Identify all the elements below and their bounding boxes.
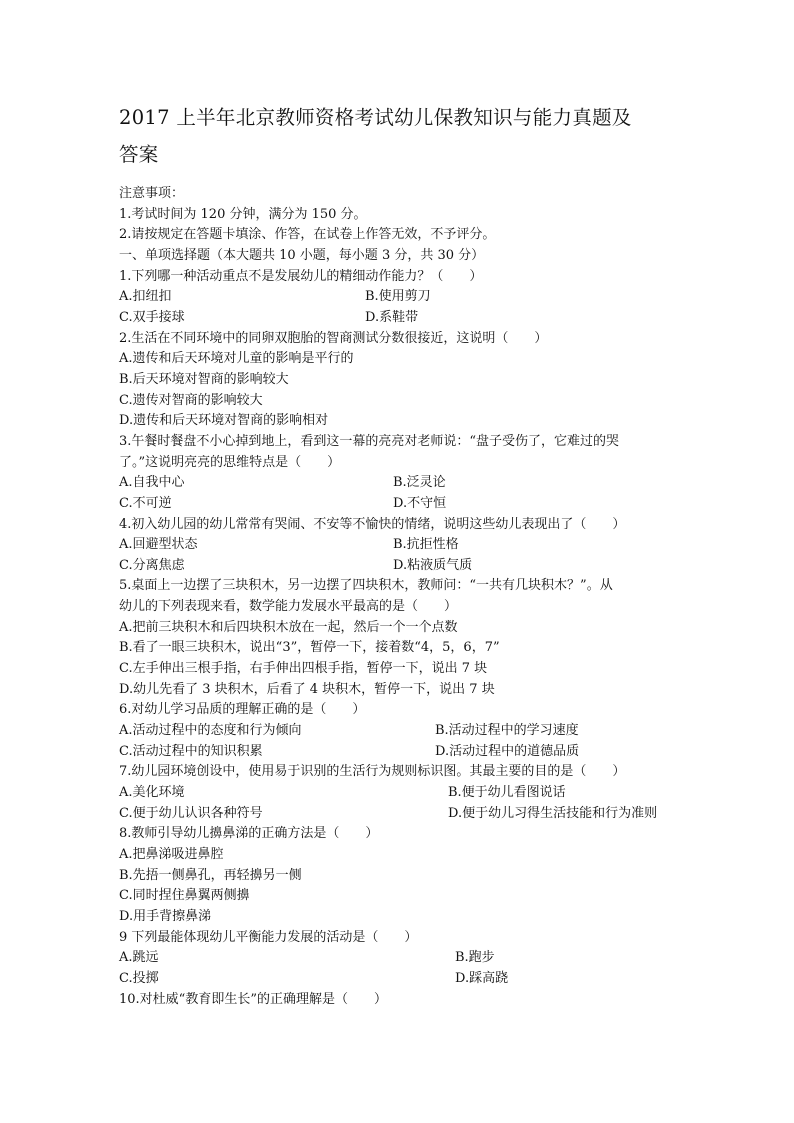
document-title-line-2: 答案	[119, 143, 159, 166]
question-stem: 1.下列哪一种活动重点不是发展幼儿的精细动作能力？（ ）	[119, 268, 483, 284]
option-c: C.遗传对智商的影响较大	[119, 392, 263, 408]
option-row	[119, 287, 689, 308]
option-c: C.不可逆	[119, 495, 172, 511]
option-b: B.后天环境对智商的影响较大	[119, 371, 289, 387]
option-a: A.跳远	[119, 950, 159, 966]
option-d: D.幼儿先看了 3 块积木，后看了 4 块积木，暂停一下，说出 7 块	[119, 681, 495, 697]
option-a: A.把前三块积木和后四块积木放在一起，然后一个一个点数	[119, 619, 458, 635]
notice-heading: 注意事项：	[119, 186, 185, 201]
notice-item: 1.考试时间为 120 分钟，满分为 150 分。	[119, 206, 367, 222]
option-d: D.遗传和后天环境对智商的影响相对	[119, 413, 329, 429]
option-row	[119, 804, 689, 825]
question-stem-continued: 了。”这说明亮亮的思维特点是（ ）	[119, 454, 341, 470]
option-row	[119, 742, 689, 763]
option-a: A.遗传和后天环境对儿童的影响是平行的	[119, 351, 354, 367]
option-d: D.不守恒	[393, 495, 447, 511]
option-d: D.便于幼儿习得生活技能和行为准则	[448, 805, 658, 821]
option-b: B.先捂一侧鼻孔，再轻擤另一侧	[119, 867, 302, 883]
option-c: C.投掷	[119, 970, 159, 986]
option-a: A.美化环境	[119, 785, 185, 801]
option-c: C.活动过程中的知识积累	[119, 743, 263, 759]
question-stem: 9 下列最能体现幼儿平衡能力发展的活动是（ ）	[119, 929, 418, 945]
section-heading: 一、单项选择题（本大题共 10 小题，每小题 3 分，共 30 分）	[119, 247, 485, 263]
option-c: C.同时捏住鼻翼两侧擤	[119, 888, 250, 904]
option-row	[119, 494, 689, 515]
option-a: A.自我中心	[119, 475, 185, 491]
option-b: B.使用剪刀	[365, 289, 431, 305]
question-stem: 5.桌面上一边摆了三块积木，另一边摆了四块积木，教师问：“一共有几块积木？”。从	[119, 578, 613, 594]
option-d: D.粘液质气质	[393, 557, 473, 573]
option-d: D.用手背擦鼻涕	[119, 908, 212, 924]
option-c: C.便于幼儿认识各种符号	[119, 805, 263, 821]
document-body	[119, 184, 689, 1010]
option-c: C.双手接球	[119, 309, 185, 325]
option-b: B.泛灵论	[393, 475, 446, 491]
option-a: A.活动过程中的态度和行为倾向	[119, 723, 302, 739]
option-b: B.活动过程中的学习速度	[435, 723, 579, 739]
option-row	[119, 721, 689, 742]
option-a: A.把鼻涕吸进鼻腔	[119, 847, 224, 862]
document-title-line-1: 2017 上半年北京教师资格考试幼儿保教知识与能力真题及	[119, 106, 632, 129]
option-a: A.扣纽扣	[119, 289, 172, 305]
question-stem-continued: 幼儿的下列表现来看，数学能力发展水平最高的是（ ）	[119, 599, 458, 615]
question-stem: 8.教师引导幼儿擤鼻涕的正确方法是（ ）	[119, 826, 379, 842]
option-c: C.左手伸出三根手指，右手伸出四根手指，暂停一下，说出 7 块	[119, 661, 488, 677]
notice-item: 2.请按规定在答题卡填涂、作答，在试卷上作答无效，不予评分。	[119, 227, 496, 243]
option-b: B.便于幼儿看图说话	[448, 785, 566, 801]
option-row	[119, 783, 689, 804]
option-row	[119, 969, 689, 990]
option-c: C.分离焦虑	[119, 557, 185, 573]
question-stem: 4.初入幼儿园的幼儿常常有哭闹、不安等不愉快的情绪，说明这些幼儿表现出了（ ）	[119, 516, 626, 532]
option-b: B.看了一眼三块积木，说出“3”，暂停一下，接着数“4，5，6，7”	[119, 640, 500, 656]
option-row	[119, 556, 689, 577]
option-d: D.活动过程中的道德品质	[435, 743, 580, 759]
option-row	[119, 948, 689, 969]
option-row	[119, 535, 689, 556]
question-stem: 2.生活在不同环境中的同卵双胞胎的智商测试分数很接近，这说明（ ）	[119, 330, 548, 346]
question-stem: 7.幼儿园环境创设中，使用易于识别的生活行为规则标识图。其最主要的目的是（ ）	[119, 764, 626, 780]
option-row	[119, 473, 689, 494]
question-stem: 10.对杜威“教育即生长”的正确理解是（ ）	[119, 991, 387, 1007]
option-row	[119, 308, 689, 329]
option-b: B.抗拒性格	[393, 537, 459, 553]
question-stem: 3.午餐时餐盘不小心掉到地上，看到这一幕的亮亮对老师说：“盘子受伤了，它难过的哭	[119, 433, 620, 449]
option-d: D.系鞋带	[365, 309, 419, 325]
option-b: B.跑步	[455, 950, 495, 966]
question-stem: 6.对幼儿学习品质的理解正确的是（ ）	[119, 702, 366, 718]
option-d: D.踩高跷	[455, 970, 509, 986]
option-a: A.回避型状态	[119, 537, 198, 553]
